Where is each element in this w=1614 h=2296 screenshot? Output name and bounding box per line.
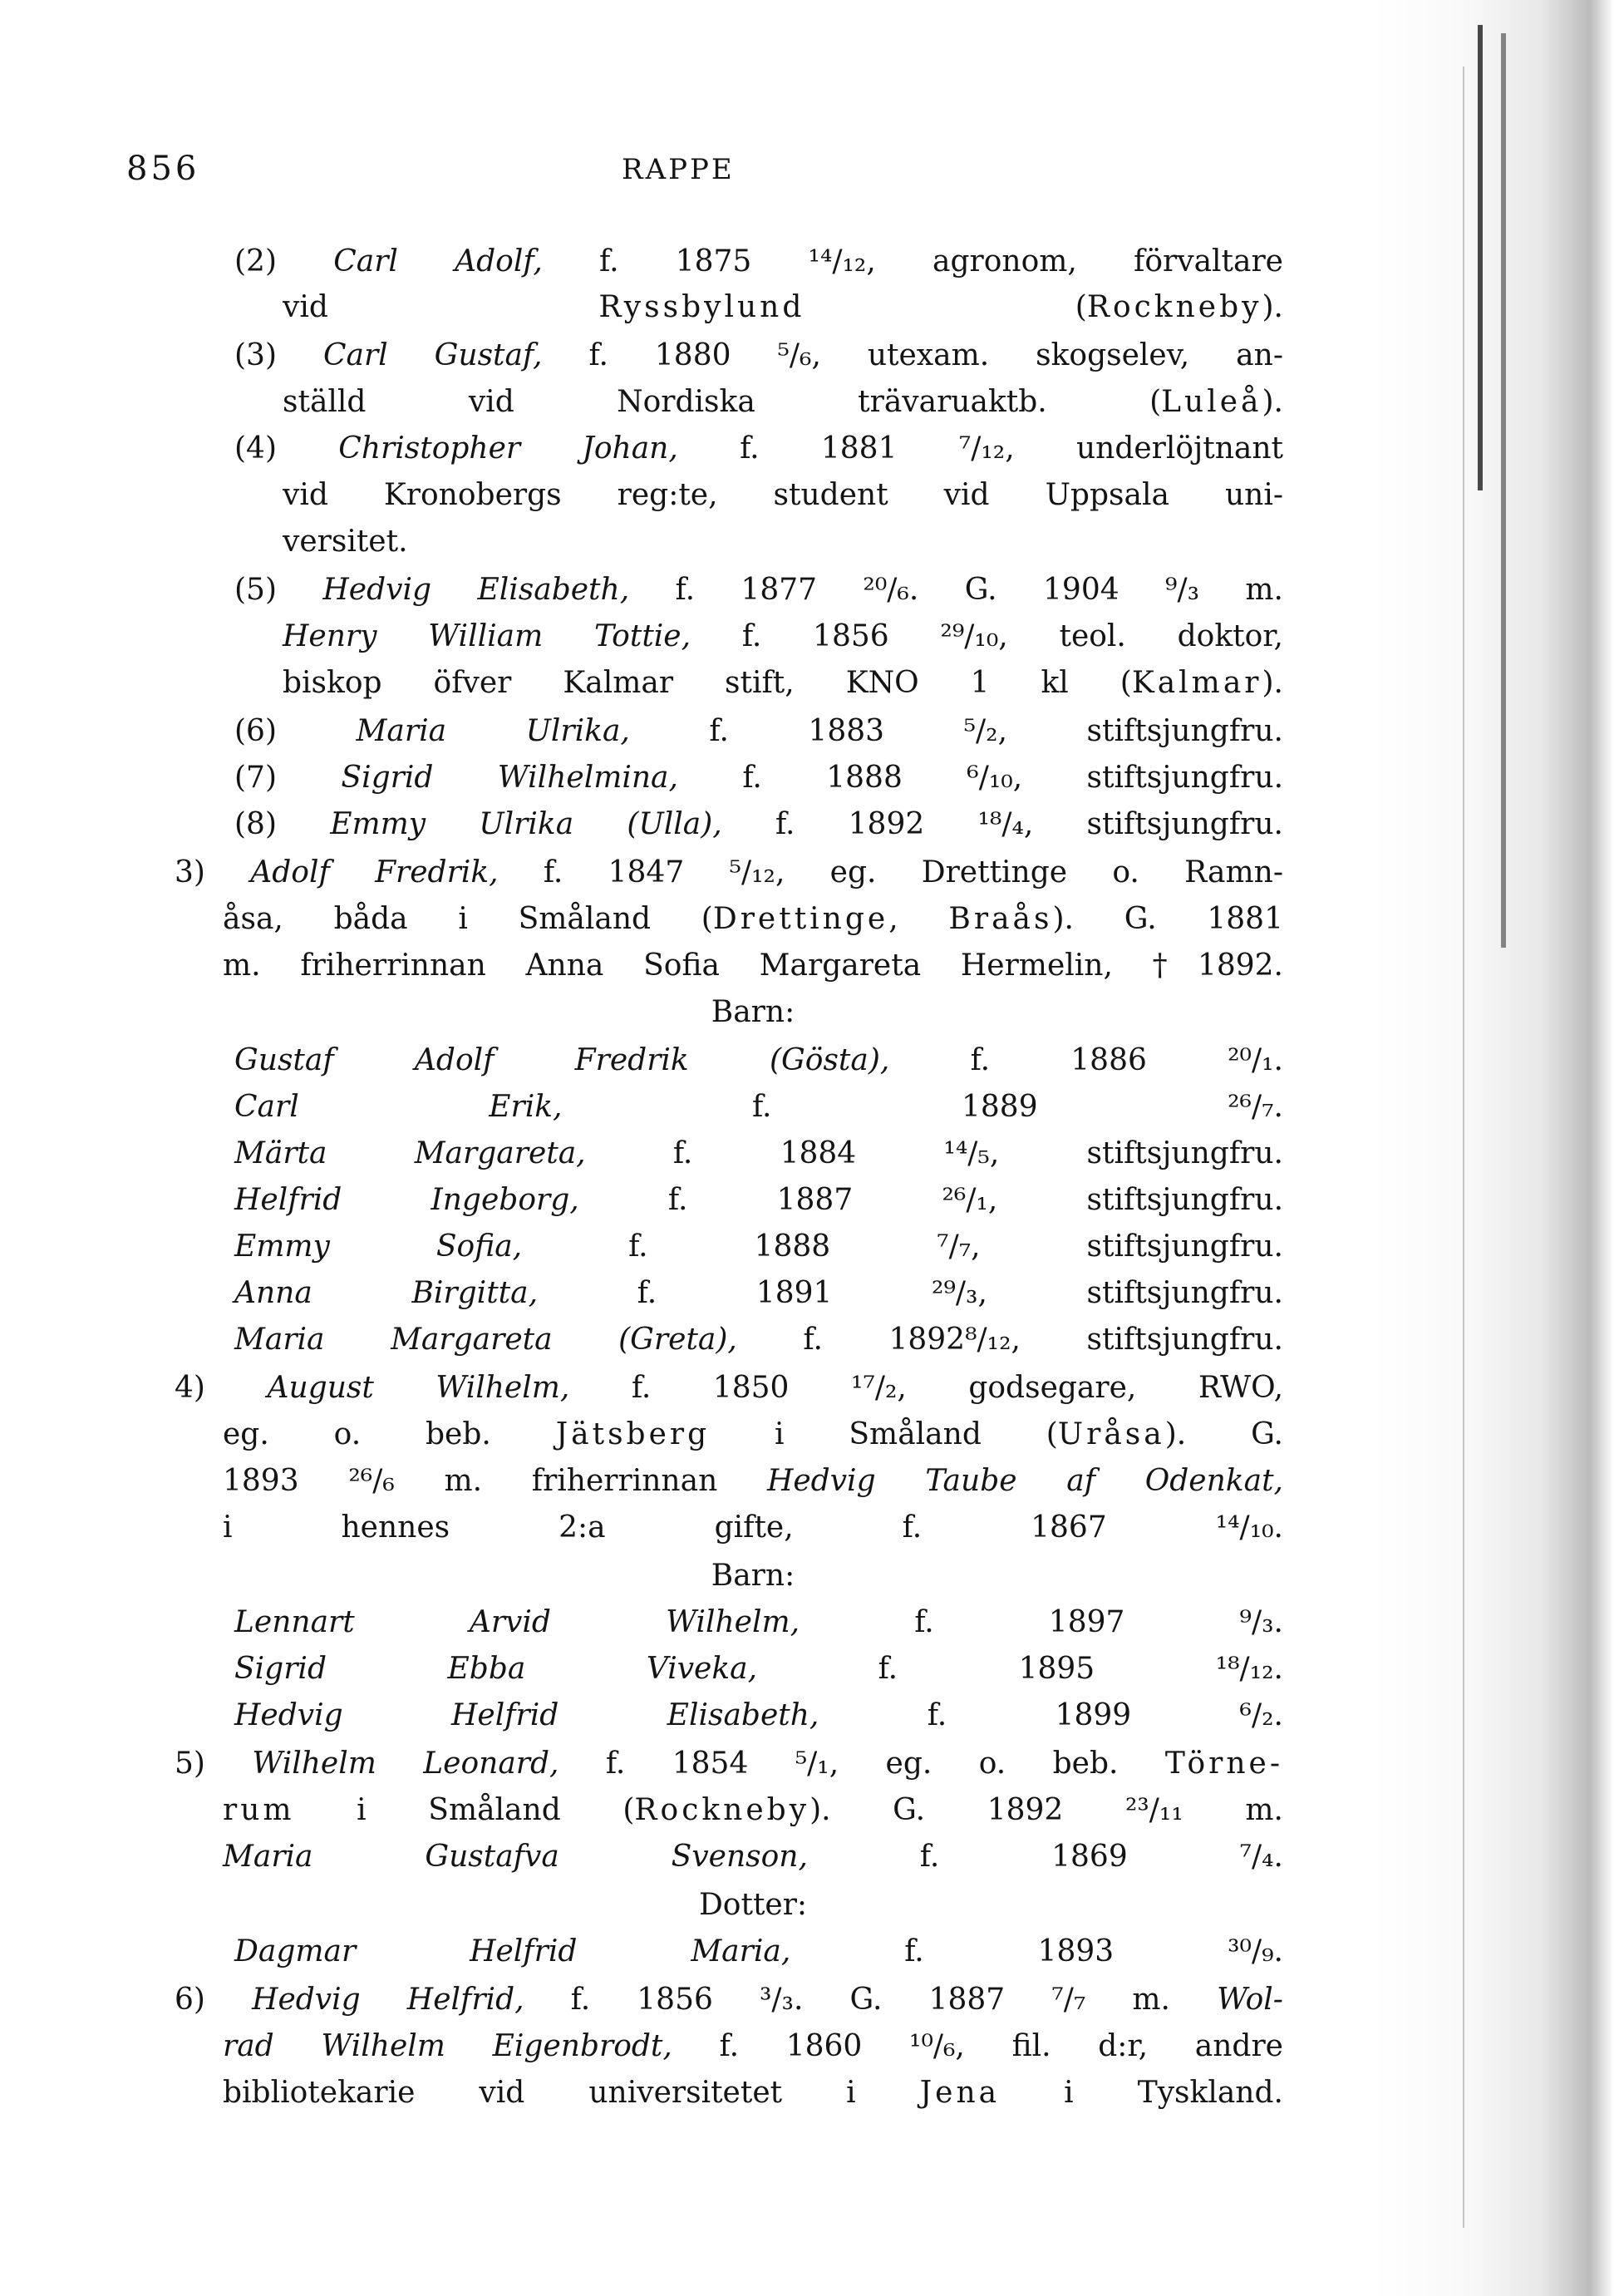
- text-line: [223, 1503, 1283, 1553]
- text-line: [175, 1739, 1283, 1789]
- person-name: Emmy Sofia,: [234, 1229, 523, 1264]
- text-line: [234, 1175, 1283, 1225]
- text-line: [283, 283, 1283, 333]
- person-name: Dagmar Helfrid Maria,: [234, 1934, 791, 1968]
- section-heading: [223, 988, 1283, 1037]
- text-fragment: ).: [1262, 666, 1283, 700]
- text-fragment: i hennes 2:a gifte, f. 1867 ¹⁴/₁₀.: [223, 1510, 1283, 1545]
- text-fragment: åsa, båda i Småland (: [223, 902, 713, 936]
- text-fragment: (8): [234, 807, 331, 841]
- text-line: [234, 1927, 1283, 1977]
- text-line: [234, 424, 1283, 474]
- text-fragment: (4): [234, 431, 339, 466]
- text-fragment: f. 1899 ⁶/₂.: [819, 1698, 1283, 1732]
- text-line: [234, 1269, 1283, 1318]
- text-line: [234, 753, 1283, 803]
- text-line: [175, 1363, 1283, 1413]
- text-line: [223, 941, 1283, 991]
- person-name: Gustaf Adolf Fredrik (Gösta),: [234, 1043, 890, 1077]
- person-name: Emmy Ulrika (Ulla),: [330, 807, 722, 841]
- text-fragment: f. 1875 ¹⁴/₁₂, agronom, förvaltare: [542, 244, 1283, 278]
- text-fragment: versitet.: [283, 525, 408, 559]
- person-name: Helfrid Ingeborg,: [234, 1183, 579, 1217]
- person-name: Maria Gustafva Svenson,: [223, 1840, 808, 1874]
- text-fragment: f. 1892⁸/₁₂, stiftsjungfru.: [736, 1323, 1283, 1357]
- text-line: [283, 517, 1283, 567]
- person-name: Anna Birgitta,: [234, 1276, 539, 1310]
- place-name: Kalmar: [1131, 666, 1262, 700]
- text-fragment: i Tyskland.: [1000, 2076, 1283, 2110]
- place-name: Jätsberg: [555, 1417, 711, 1451]
- text-fragment: 3): [175, 855, 251, 889]
- section-heading: [223, 1880, 1283, 1930]
- text-fragment: vid: [283, 290, 599, 324]
- running-title: RAPPE: [622, 153, 735, 186]
- person-name: Carl Gustaf,: [322, 338, 543, 372]
- text-fragment: f. 1860 ¹⁰/₆, fil. d:r, andre: [672, 2029, 1283, 2063]
- page-number: 856: [126, 150, 200, 188]
- text-line: [234, 707, 1283, 756]
- person-name: Hedvig Taube af Odenkat,: [766, 1464, 1283, 1498]
- text-line: [234, 1691, 1283, 1741]
- text-fragment: ställd vid Nordiska trävaruaktb. (: [283, 385, 1162, 419]
- person-name: Christopher Johan,: [338, 431, 678, 466]
- place-name: Rockneby: [634, 1793, 810, 1827]
- person-name: Hedvig Helfrid,: [252, 1983, 524, 2017]
- text-fragment: (7): [234, 761, 342, 795]
- person-name: Sigrid Ebba Viveka,: [234, 1652, 758, 1686]
- text-line: [223, 1456, 1283, 1506]
- place-name: Uråsa: [1057, 1417, 1165, 1451]
- text-line: [234, 1129, 1283, 1179]
- person-name: August Wilhelm,: [267, 1371, 570, 1405]
- text-fragment: f. 1883 ⁵/₂, stiftsjungfru.: [629, 714, 1284, 748]
- place-name: Rockneby: [1086, 290, 1262, 324]
- text-line: [223, 1832, 1283, 1882]
- text-line: [234, 1036, 1283, 1086]
- person-name: Hedvig Helfrid Elisabeth,: [234, 1698, 819, 1732]
- text-line: [234, 1644, 1283, 1694]
- text-line: [283, 612, 1283, 662]
- text-fragment: 5): [175, 1747, 253, 1781]
- text-fragment: vid Kronobergs reg:te, student vid Uppsala uni-: [283, 478, 1283, 512]
- text-fragment: (5): [234, 573, 323, 607]
- text-fragment: ).: [1262, 385, 1283, 419]
- text-fragment: bibliotekarie vid universitetet i: [223, 2076, 920, 2110]
- person-name: Sigrid Wilhelmina,: [341, 761, 678, 795]
- text-fragment: f. 1897 ⁹/₃.: [800, 1605, 1283, 1639]
- text-fragment: f. 1847 ⁵/₁₂, eg. Drettinge o. Ramn-: [498, 855, 1284, 889]
- person-name: Adolf Fredrik,: [250, 855, 499, 889]
- text-fragment: f. 1881 ⁷/₁₂, underlöjtnant: [677, 431, 1284, 466]
- text-fragment: Dotter:: [698, 1888, 808, 1922]
- text-fragment: f. 1895 ¹⁸/₁₂.: [757, 1652, 1283, 1686]
- text-fragment: f. 1850 ¹⁷/₂, godsegare, RWO,: [569, 1371, 1284, 1405]
- page-binding-shadow: [1373, 0, 1614, 2296]
- text-line: [223, 2022, 1283, 2072]
- text-fragment: m. friherrinnan Anna Sofia Margareta Hermelin, †1892.: [223, 948, 1283, 983]
- text-fragment: f. 1886 ²⁰/₁.: [889, 1043, 1283, 1077]
- person-name: Carl Erik,: [234, 1090, 563, 1124]
- person-name: Carl Adolf,: [333, 244, 543, 278]
- text-fragment: ). G.: [1164, 1417, 1284, 1451]
- text-fragment: 1893 ²⁶/₆ m. friherrinnan: [223, 1464, 767, 1498]
- text-fragment: f. 1856 ³/₃. G. 1887 ⁷/₇ m.: [524, 1983, 1218, 2017]
- text-fragment: (3): [234, 338, 323, 372]
- text-fragment: ). G. 1892 ²³/₁₁ m.: [809, 1793, 1284, 1827]
- text-line: [175, 848, 1283, 898]
- person-name: rad Wilhelm Eigenbrodt,: [223, 2029, 672, 2063]
- person-name: Wol-: [1217, 1983, 1283, 2017]
- text-line: [175, 1975, 1283, 2025]
- text-fragment: f. 1869 ⁷/₄.: [807, 1840, 1283, 1874]
- text-line: [223, 2068, 1283, 2118]
- text-fragment: f. 1893 ³⁰/₉.: [790, 1934, 1283, 1968]
- text-fragment: Barn:: [711, 995, 795, 1029]
- place-name: Jena: [919, 2076, 1001, 2110]
- page-header: [0, 150, 1614, 200]
- text-fragment: ).: [1262, 290, 1283, 324]
- text-line: [234, 800, 1283, 850]
- text-fragment: 4): [175, 1371, 268, 1405]
- text-fragment: f. 1888 ⁷/₇, stiftsjungfru.: [522, 1229, 1283, 1264]
- text-fragment: f. 1891 ²⁹/₃, stiftsjungfru.: [538, 1276, 1283, 1310]
- place-name: Braås: [948, 902, 1053, 936]
- text-fragment: i Småland (: [710, 1417, 1058, 1451]
- text-fragment: f. 1854 ⁵/₁, eg. o. beb.: [559, 1747, 1165, 1781]
- person-name: Maria Ulrika,: [356, 714, 630, 748]
- text-fragment: biskop öfver Kalmar stift, KNO 1 kl (: [283, 666, 1132, 700]
- text-line: [234, 1598, 1283, 1648]
- text-fragment: (6): [234, 714, 357, 748]
- person-name: Henry William Tottie,: [283, 619, 691, 653]
- text-line: [234, 1082, 1283, 1132]
- text-line: [223, 1410, 1283, 1460]
- person-name: Lennart Arvid Wilhelm,: [234, 1605, 800, 1639]
- place-name: Drettinge: [712, 902, 889, 936]
- text-line: [283, 471, 1283, 520]
- section-heading: [223, 1551, 1283, 1601]
- person-name: Maria Margareta (Greta),: [234, 1323, 737, 1357]
- text-fragment: f. 1892 ¹⁸/₄, stiftsjungfru.: [721, 807, 1283, 841]
- text-fragment: ). G. 1881: [1052, 902, 1283, 936]
- text-line: [234, 1222, 1283, 1272]
- text-line: [234, 565, 1283, 615]
- text-fragment: f. 1887 ²⁶/₁, stiftsjungfru.: [578, 1183, 1284, 1217]
- place-name: Luleå: [1161, 385, 1262, 419]
- text-line: [283, 658, 1283, 708]
- text-fragment: (: [805, 290, 1087, 324]
- text-fragment: Barn:: [711, 1559, 795, 1593]
- text-fragment: f. 1884 ¹⁴/₅, stiftsjungfru.: [585, 1136, 1283, 1170]
- text-fragment: f. 1880 ⁵/₆, utexam. skogselev, an-: [542, 338, 1283, 372]
- text-fragment: eg. o. beb.: [223, 1417, 556, 1451]
- person-name: Wilhelm Leonard,: [252, 1747, 559, 1781]
- person-name: Märta Margareta,: [234, 1136, 586, 1170]
- text-line: [234, 237, 1283, 287]
- text-line: [234, 331, 1283, 381]
- text-line: [223, 1786, 1283, 1835]
- text-fragment: f. 1877 ²⁰/₆. G. 1904 ⁹/₃ m.: [629, 573, 1284, 607]
- text-fragment: 6): [175, 1983, 253, 2017]
- text-fragment: i Småland (: [294, 1793, 635, 1827]
- text-line: [223, 894, 1283, 944]
- person-name: Hedvig Elisabeth,: [322, 573, 630, 607]
- text-line: [283, 377, 1283, 427]
- binding-edge: [1478, 25, 1483, 490]
- place-name: Ryssbylund: [598, 290, 805, 324]
- text-fragment: f. 1889 ²⁶/₇.: [562, 1090, 1283, 1124]
- text-line: [234, 1315, 1283, 1365]
- text-fragment: (2): [234, 244, 334, 278]
- text-fragment: ,: [888, 902, 949, 936]
- text-fragment: f. 1856 ²⁹/₁₀, teol. doktor,: [691, 619, 1284, 653]
- binding-edge: [1463, 67, 1464, 2228]
- place-name: rum: [223, 1793, 295, 1827]
- place-name: Törne-: [1164, 1747, 1283, 1781]
- text-fragment: f. 1888 ⁶/₁₀, stiftsjungfru.: [677, 761, 1284, 795]
